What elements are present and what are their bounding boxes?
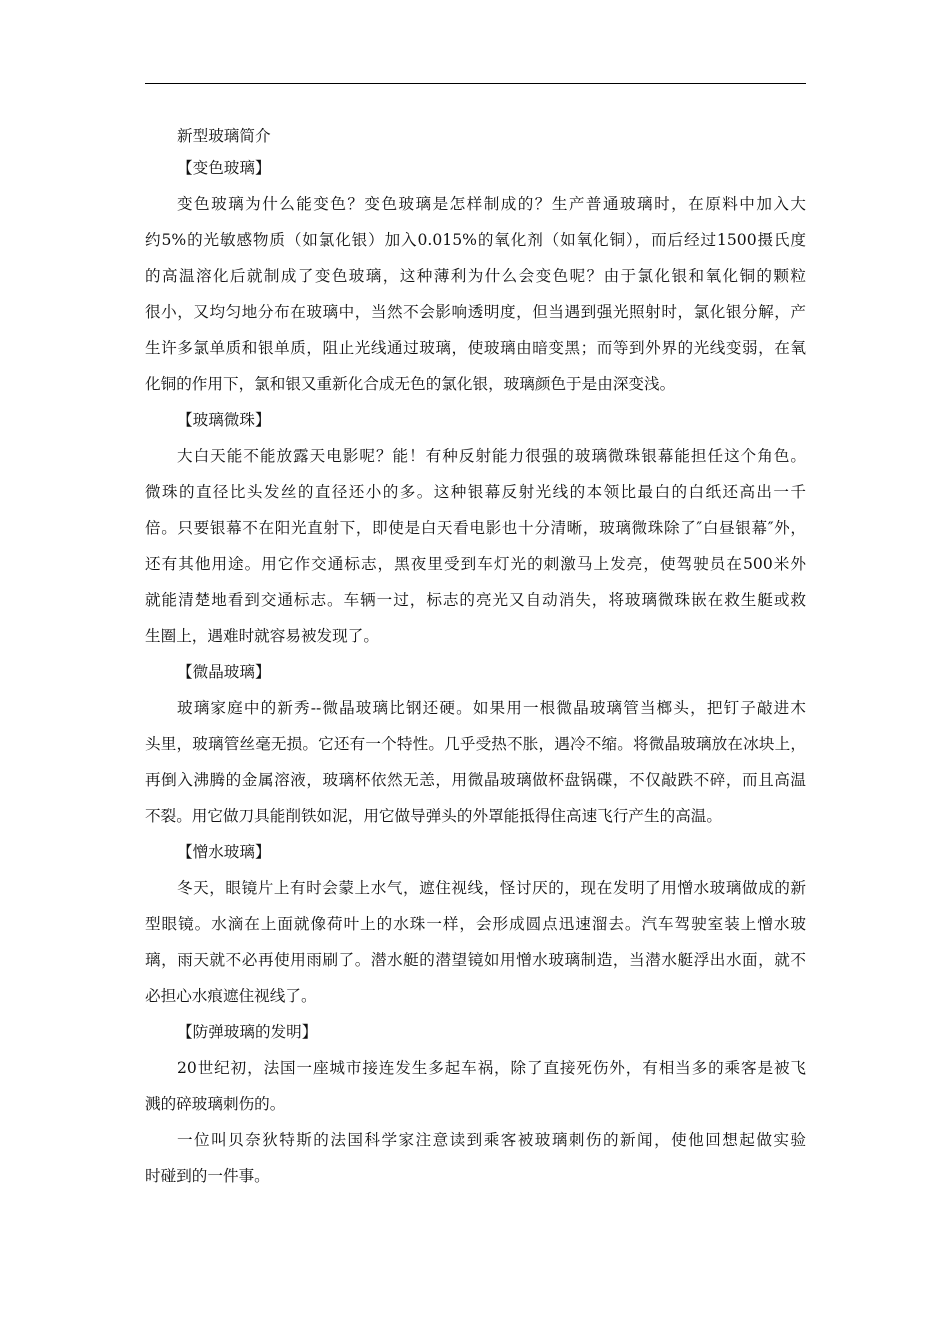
paragraph-line: 变色玻璃为什么能变色？变色玻璃是怎样制成的？生产普通玻璃时，在原料中加入大 bbox=[177, 195, 806, 213]
paragraph-line: 璃，雨天就不必再使用雨刷了。潜水艇的潜望镜如用憎水玻璃制造，当潜水艇浮出水面，就不 bbox=[145, 951, 806, 969]
document-body bbox=[145, 120, 806, 1192]
section-heading: 【防弹玻璃的发明】 bbox=[177, 1023, 318, 1041]
paragraph-line: 生许多氯单质和银单质，阻止光线通过玻璃，使玻璃由暗变黑；而等到外界的光线变弱，在氧 bbox=[145, 339, 806, 357]
paragraph-line: 一位叫贝奈狄特斯的法国科学家注意读到乘客被玻璃刺伤的新闻，使他回想起做实验 bbox=[177, 1131, 806, 1149]
paragraph-line: 冬天，眼镜片上有时会蒙上水气，遮住视线，怪讨厌的，现在发明了用憎水玻璃做成的新 bbox=[177, 879, 806, 897]
section-heading: 【玻璃微珠】 bbox=[177, 411, 271, 429]
paragraph-line: 再倒入沸腾的金属溶液，玻璃杯依然无恙，用微晶玻璃做杯盘锅碟，不仅敲跌不碎，而且高温 bbox=[145, 771, 806, 789]
paragraph-line: 型眼镜。水滴在上面就像荷叶上的水珠一样，会形成圆点迅速溜去。汽车驾驶室装上憎水玻 bbox=[145, 915, 806, 933]
paragraph-line: 倍。只要银幕不在阳光直射下，即使是白天看电影也十分清晰，玻璃微珠除了″白昼银幕″外， bbox=[145, 519, 806, 537]
header-rule bbox=[145, 83, 806, 84]
paragraph-line: 时碰到的一件事。 bbox=[145, 1167, 270, 1185]
paragraph-line: 头里，玻璃管丝毫无损。它还有一个特性。几乎受热不胀，遇冷不缩。将微晶玻璃放在冰块上， bbox=[145, 735, 806, 753]
paragraph-line: 微珠的直径比头发丝的直径还小的多。这种银幕反射光线的本领比最白的白纸还高出一千 bbox=[145, 483, 806, 501]
section-heading: 【憎水玻璃】 bbox=[177, 843, 271, 861]
paragraph-line: 生圈上，遇难时就容易被发现了。 bbox=[145, 627, 379, 645]
document-title: 新型玻璃简介 bbox=[177, 127, 271, 145]
paragraph-line: 化铜的作用下，氯和银又重新化合成无色的氯化银，玻璃颜色于是由深变浅。 bbox=[145, 375, 676, 393]
paragraph-line: 就能清楚地看到交通标志。车辆一过，标志的亮光又自动消失，将玻璃微珠嵌在救生艇或救 bbox=[145, 591, 806, 609]
paragraph-line: 溅的碎玻璃刺伤的。 bbox=[145, 1095, 286, 1113]
paragraph-line: 必担心水痕遮住视线了。 bbox=[145, 987, 317, 1005]
paragraph-line: 约5%的光敏感物质（如氯化银）加入0.015%的氧化剂（如氧化铜），而后经过1500摄氏度 bbox=[145, 231, 806, 249]
section-heading: 【变色玻璃】 bbox=[177, 159, 271, 177]
paragraph-line: 的高温溶化后就制成了变色玻璃，这种薄利为什么会变色呢？由于氯化银和氧化铜的颗粒 bbox=[145, 267, 806, 285]
paragraph-line: 玻璃家庭中的新秀--微晶玻璃比钢还硬。如果用一根微晶玻璃管当榔头，把钉子敲进木 bbox=[177, 699, 806, 717]
section-heading: 【微晶玻璃】 bbox=[177, 663, 271, 681]
paragraph-line: 20世纪初，法国一座城市接连发生多起车祸，除了直接死伤外，有相当多的乘客是被飞 bbox=[177, 1059, 806, 1077]
paragraph-line: 还有其他用途。用它作交通标志，黑夜里受到车灯光的刺激马上发亮，使驾驶员在500米外 bbox=[145, 555, 806, 573]
paragraph-line: 不裂。用它做刀具能削铁如泥，用它做导弹头的外罩能抵得住高速飞行产生的高温。 bbox=[145, 807, 722, 825]
paragraph-line: 很小，又均匀地分布在玻璃中，当然不会影响透明度，但当遇到强光照射时，氯化银分解，产 bbox=[145, 303, 806, 321]
paragraph-line: 大白天能不能放露天电影呢？能！有种反射能力很强的玻璃微珠银幕能担任这个角色。 bbox=[177, 447, 806, 465]
